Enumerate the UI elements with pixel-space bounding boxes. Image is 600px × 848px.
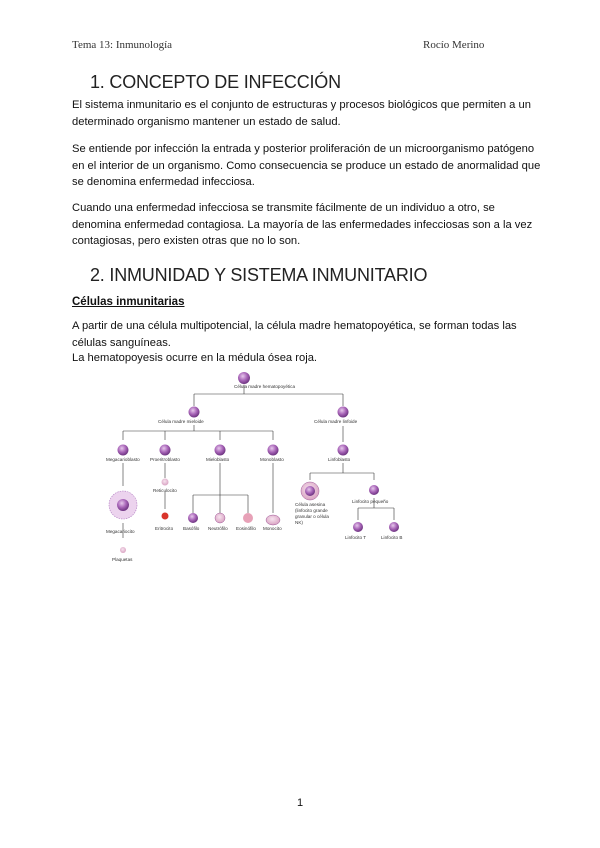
label-nk-2: (linfocito grande bbox=[295, 508, 328, 513]
cell-icon-megakaryoblast bbox=[118, 445, 129, 456]
label-reticulocyte: Reticulocito bbox=[153, 488, 177, 493]
header-left: Tema 13: Inmunología bbox=[72, 39, 173, 51]
cell-icon-erythrocyte bbox=[162, 513, 169, 520]
label-basophil: Basófilo bbox=[183, 526, 200, 531]
paragraph-2: Se entiende por infección la entrada y posterior proliferación de un microorganismo patógeno en el interior de un organismo. Como consecuencia se produce un estado de anormalidad que se denomina enfermedad infecciosa. bbox=[72, 143, 541, 188]
cell-icon-lymphoblast bbox=[338, 445, 349, 456]
label-platelets: Plaquetas bbox=[112, 557, 133, 562]
hematopoiesis-diagram bbox=[98, 368, 418, 568]
label-nk-4: NK) bbox=[295, 520, 303, 525]
paragraph-1: El sistema inmunitario es el conjunto de estructuras y procesos biológicos que permiten a un determinado organismo mantener un estado de salud. bbox=[72, 99, 531, 128]
label-nk-3: granular o célula bbox=[295, 514, 329, 519]
section-title-2: 2. INMUNIDAD Y SISTEMA INMUNITARIO bbox=[90, 265, 428, 285]
paragraph-5: La hematopoyesis ocurre en la médula ósea roja. bbox=[72, 352, 318, 364]
label-b-lymphocyte: Linfocito B bbox=[381, 535, 403, 540]
header-right: Rocío Merino bbox=[423, 39, 485, 51]
cell-icon-b-lymphocyte bbox=[389, 522, 399, 532]
cell-icon-platelets bbox=[120, 547, 126, 553]
page-number: 1 bbox=[296, 797, 304, 809]
cell-icon-proerythroblast bbox=[160, 445, 171, 456]
cell-icon-monoblast bbox=[268, 445, 279, 456]
label-small-lymphocyte: Linfocito pequeño bbox=[352, 499, 389, 504]
cell-icon-megakaryocyte bbox=[109, 491, 137, 519]
paragraph-4: A partir de una célula multipotencial, la célula madre hematopoyética, se forman todas las células sanguíneas. bbox=[72, 320, 517, 349]
label-megakaryocyte: Megacariocito bbox=[106, 529, 135, 534]
cell-icon-root bbox=[238, 372, 250, 384]
label-monoblast: Monoblasto bbox=[260, 457, 284, 462]
label-nk-1: Célula asesina bbox=[295, 502, 326, 507]
label-neutrophil: Neutrófilo bbox=[208, 526, 228, 531]
cell-icon-reticulocyte bbox=[162, 479, 169, 486]
label-proerythroblast: Proeritroblasto bbox=[150, 457, 180, 462]
subsection-title: Células inmunitarias bbox=[72, 296, 185, 308]
cell-icon-small-lymphocyte bbox=[369, 485, 379, 495]
cell-icon-basophil bbox=[188, 513, 198, 523]
cell-icon-monocyte bbox=[266, 515, 280, 525]
label-erythrocyte: Eritrocito bbox=[155, 526, 174, 531]
label-monocyte: Monocito bbox=[263, 526, 282, 531]
label-lymphoid: Célula madre linfoide bbox=[314, 419, 358, 424]
label-eosinophil: Eosinófilo bbox=[236, 526, 256, 531]
label-myeloid: Célula madre mieloide bbox=[158, 419, 204, 424]
cell-icon-myeloblast bbox=[215, 445, 226, 456]
cell-icon-myeloid bbox=[189, 407, 200, 418]
label-root: Célula madre hematopoyética bbox=[234, 384, 296, 389]
label-t-lymphocyte: Linfocito T bbox=[345, 535, 367, 540]
section-title-1: 1. CONCEPTO DE INFECCIÓN bbox=[90, 72, 341, 92]
label-lymphoblast: Linfoblasto bbox=[328, 457, 351, 462]
paragraph-3: Cuando una enfermedad infecciosa se transmite fácilmente de un individuo a otro, se denomina enfermedad contagiosa. La mayoría de las enfermedades infecciosas son a la vez contagiosas, pero existen otras que no lo son. bbox=[72, 202, 533, 247]
label-megakaryoblast: Megacarioblasto bbox=[106, 457, 140, 462]
cell-icon-t-lymphocyte bbox=[353, 522, 363, 532]
cell-icon-lymphoid bbox=[338, 407, 349, 418]
cell-icon-eosinophil bbox=[243, 513, 253, 523]
cell-icon-neutrophil bbox=[215, 513, 225, 523]
label-myeloblast: Mieloblasto bbox=[206, 457, 230, 462]
